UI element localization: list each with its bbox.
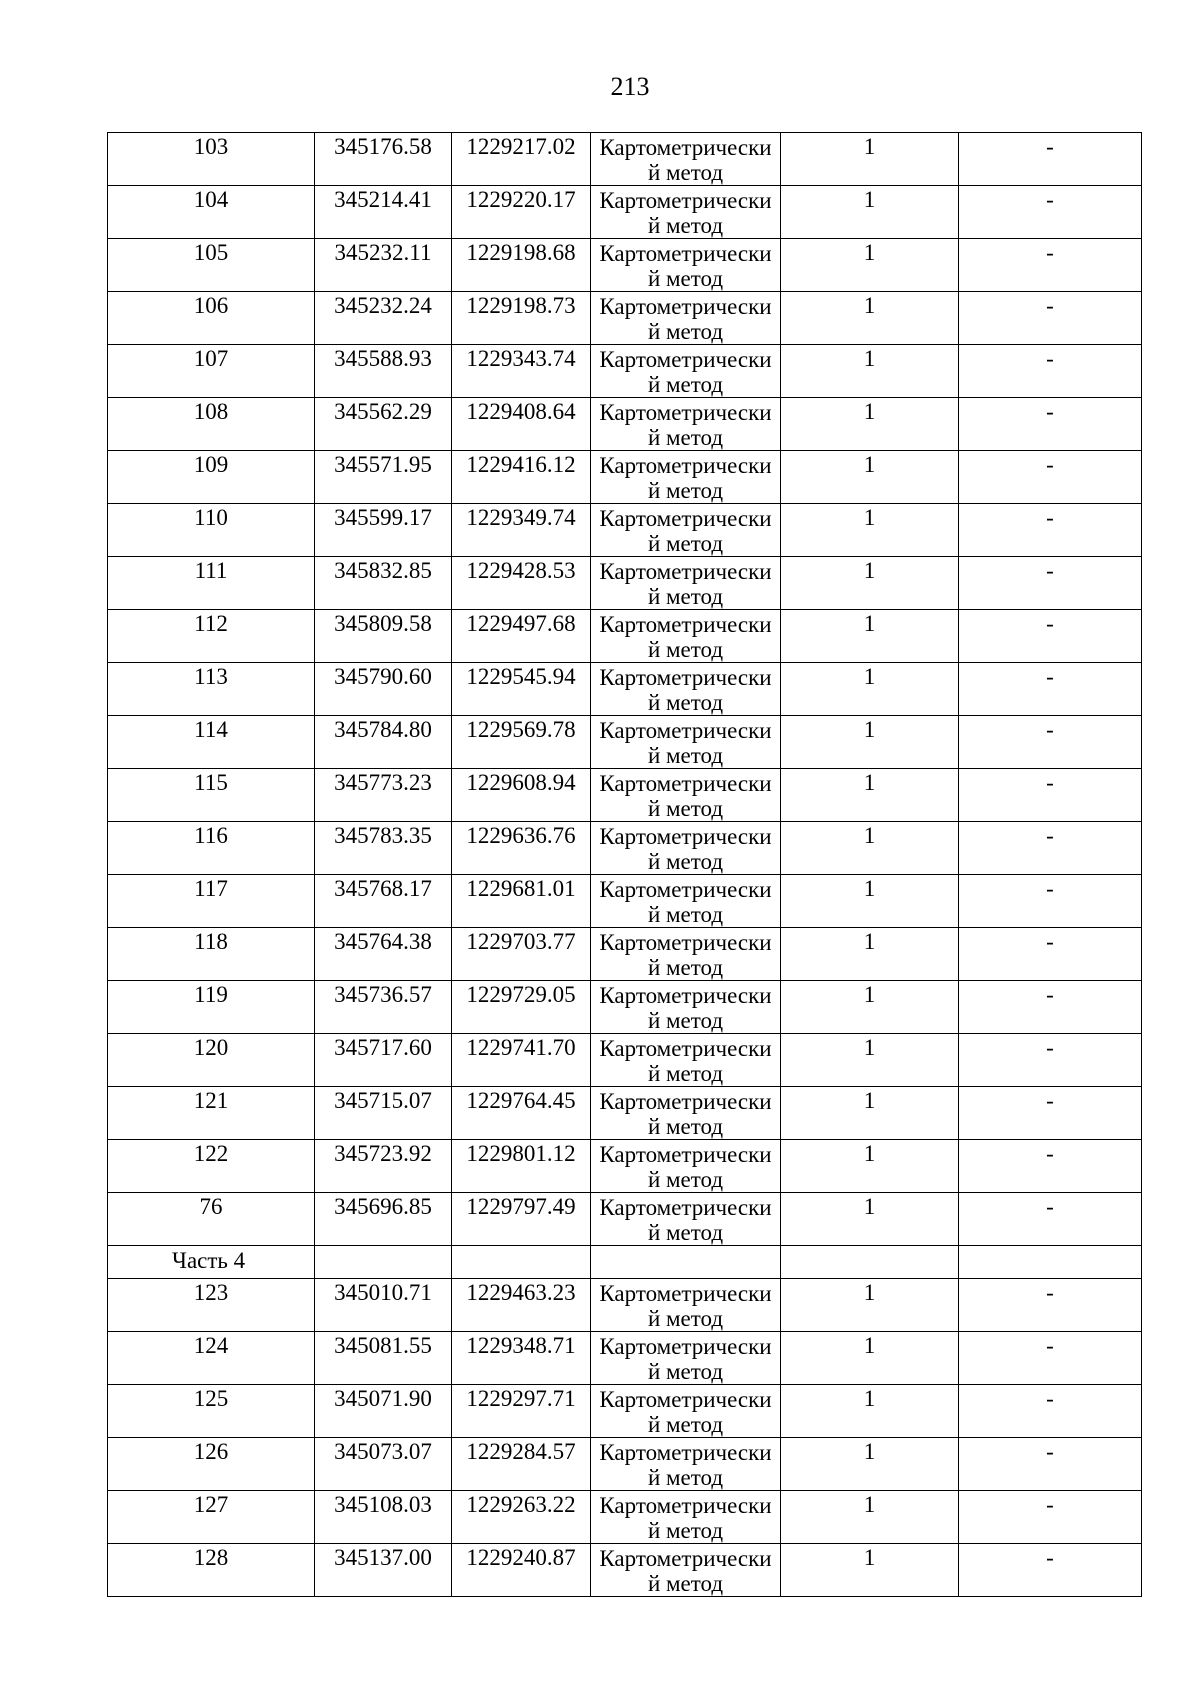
table-row xyxy=(108,1332,1142,1385)
method-text: Картометрически й метод xyxy=(599,612,772,662)
y-coordinate-cell: 1229801.12 xyxy=(452,1140,591,1193)
empty-cell xyxy=(315,1246,452,1279)
empty-cell xyxy=(959,1246,1142,1279)
x-coordinate-cell: 345176.58 xyxy=(315,133,452,186)
accuracy-cell: 1 xyxy=(781,1279,959,1332)
page-number: 213 xyxy=(610,72,650,101)
point-number-cell: 108 xyxy=(108,398,315,451)
method-text: Картометрически й метод xyxy=(599,188,772,238)
point-number-cell: 76 xyxy=(108,1193,315,1246)
note-cell: - xyxy=(959,557,1142,610)
method-cell xyxy=(591,663,781,716)
method-cell xyxy=(591,822,781,875)
table-row xyxy=(108,186,1142,239)
note-cell: - xyxy=(959,292,1142,345)
point-number-cell: 112 xyxy=(108,610,315,663)
y-coordinate-cell: 1229497.68 xyxy=(452,610,591,663)
point-number-cell: 125 xyxy=(108,1385,315,1438)
coordinates-table xyxy=(107,132,1142,1597)
point-number-cell: 109 xyxy=(108,451,315,504)
x-coordinate-cell: 345108.03 xyxy=(315,1491,452,1544)
accuracy-cell: 1 xyxy=(781,981,959,1034)
accuracy-cell: 1 xyxy=(781,1034,959,1087)
note-cell: - xyxy=(959,1087,1142,1140)
x-coordinate-cell: 345232.11 xyxy=(315,239,452,292)
method-cell xyxy=(591,981,781,1034)
x-coordinate-cell: 345071.90 xyxy=(315,1385,452,1438)
method-text: Картометрически й метод xyxy=(599,718,772,768)
method-text: Картометрически й метод xyxy=(599,983,772,1033)
y-coordinate-cell: 1229428.53 xyxy=(452,557,591,610)
y-coordinate-cell: 1229463.23 xyxy=(452,1279,591,1332)
accuracy-cell: 1 xyxy=(781,239,959,292)
table-row xyxy=(108,822,1142,875)
method-cell xyxy=(591,398,781,451)
method-cell xyxy=(591,769,781,822)
accuracy-cell: 1 xyxy=(781,1193,959,1246)
table-row xyxy=(108,981,1142,1034)
point-number-cell: 127 xyxy=(108,1491,315,1544)
method-cell xyxy=(591,133,781,186)
y-coordinate-cell: 1229198.68 xyxy=(452,239,591,292)
method-cell xyxy=(591,1087,781,1140)
point-number-cell: 124 xyxy=(108,1332,315,1385)
accuracy-cell: 1 xyxy=(781,822,959,875)
method-text: Картометрически й метод xyxy=(599,1142,772,1192)
x-coordinate-cell: 345599.17 xyxy=(315,504,452,557)
table-row xyxy=(108,1385,1142,1438)
note-cell: - xyxy=(959,133,1142,186)
y-coordinate-cell: 1229764.45 xyxy=(452,1087,591,1140)
x-coordinate-cell: 345588.93 xyxy=(315,345,452,398)
y-coordinate-cell: 1229416.12 xyxy=(452,451,591,504)
part-heading-row xyxy=(108,1246,1142,1279)
y-coordinate-cell: 1229408.64 xyxy=(452,398,591,451)
note-cell: - xyxy=(959,186,1142,239)
method-cell xyxy=(591,1034,781,1087)
accuracy-cell: 1 xyxy=(781,345,959,398)
accuracy-cell: 1 xyxy=(781,398,959,451)
coordinates-table-body xyxy=(108,133,1142,1597)
y-coordinate-cell: 1229608.94 xyxy=(452,769,591,822)
note-cell: - xyxy=(959,769,1142,822)
y-coordinate-cell: 1229349.74 xyxy=(452,504,591,557)
point-number-cell: 103 xyxy=(108,133,315,186)
method-cell xyxy=(591,610,781,663)
x-coordinate-cell: 345717.60 xyxy=(315,1034,452,1087)
method-cell xyxy=(591,504,781,557)
x-coordinate-cell: 345784.80 xyxy=(315,716,452,769)
table-row xyxy=(108,292,1142,345)
accuracy-cell: 1 xyxy=(781,928,959,981)
note-cell: - xyxy=(959,1491,1142,1544)
note-cell: - xyxy=(959,398,1142,451)
part-heading-label: Часть 4 xyxy=(108,1246,315,1279)
method-text: Картометрически й метод xyxy=(599,1387,772,1437)
empty-cell xyxy=(781,1246,959,1279)
accuracy-cell: 1 xyxy=(781,186,959,239)
accuracy-cell: 1 xyxy=(781,1438,959,1491)
y-coordinate-cell: 1229217.02 xyxy=(452,133,591,186)
method-cell xyxy=(591,1332,781,1385)
table-row xyxy=(108,133,1142,186)
accuracy-cell: 1 xyxy=(781,1140,959,1193)
method-text: Картометрически й метод xyxy=(599,1440,772,1490)
point-number-cell: 123 xyxy=(108,1279,315,1332)
y-coordinate-cell: 1229636.76 xyxy=(452,822,591,875)
method-text: Картометрически й метод xyxy=(599,347,772,397)
note-cell: - xyxy=(959,1332,1142,1385)
point-number-cell: 120 xyxy=(108,1034,315,1087)
note-cell: - xyxy=(959,716,1142,769)
note-cell: - xyxy=(959,1279,1142,1332)
note-cell: - xyxy=(959,1385,1142,1438)
method-text: Картометрически й метод xyxy=(599,665,772,715)
table-row xyxy=(108,1087,1142,1140)
table-row xyxy=(108,1193,1142,1246)
note-cell: - xyxy=(959,504,1142,557)
table-row xyxy=(108,557,1142,610)
table-row xyxy=(108,345,1142,398)
table-row xyxy=(108,239,1142,292)
point-number-cell: 111 xyxy=(108,557,315,610)
accuracy-cell: 1 xyxy=(781,557,959,610)
x-coordinate-cell: 345562.29 xyxy=(315,398,452,451)
note-cell: - xyxy=(959,822,1142,875)
method-cell xyxy=(591,928,781,981)
note-cell: - xyxy=(959,451,1142,504)
point-number-cell: 113 xyxy=(108,663,315,716)
y-coordinate-cell: 1229703.77 xyxy=(452,928,591,981)
x-coordinate-cell: 345768.17 xyxy=(315,875,452,928)
x-coordinate-cell: 345214.41 xyxy=(315,186,452,239)
table-row xyxy=(108,769,1142,822)
accuracy-cell: 1 xyxy=(781,1087,959,1140)
method-text: Картометрически й метод xyxy=(599,1493,772,1543)
note-cell: - xyxy=(959,610,1142,663)
note-cell: - xyxy=(959,1140,1142,1193)
method-text: Картометрически й метод xyxy=(599,1036,772,1086)
point-number-cell: 128 xyxy=(108,1544,315,1597)
method-cell xyxy=(591,557,781,610)
point-number-cell: 118 xyxy=(108,928,315,981)
x-coordinate-cell: 345137.00 xyxy=(315,1544,452,1597)
y-coordinate-cell: 1229797.49 xyxy=(452,1193,591,1246)
table-row xyxy=(108,1034,1142,1087)
method-text: Картометрически й метод xyxy=(599,400,772,450)
note-cell: - xyxy=(959,1034,1142,1087)
point-number-cell: 122 xyxy=(108,1140,315,1193)
method-cell xyxy=(591,1279,781,1332)
empty-cell xyxy=(591,1246,781,1279)
x-coordinate-cell: 345773.23 xyxy=(315,769,452,822)
note-cell: - xyxy=(959,1438,1142,1491)
x-coordinate-cell: 345783.35 xyxy=(315,822,452,875)
y-coordinate-cell: 1229348.71 xyxy=(452,1332,591,1385)
method-cell xyxy=(591,186,781,239)
point-number-cell: 117 xyxy=(108,875,315,928)
y-coordinate-cell: 1229343.74 xyxy=(452,345,591,398)
y-coordinate-cell: 1229240.87 xyxy=(452,1544,591,1597)
table-row xyxy=(108,663,1142,716)
table-row xyxy=(108,610,1142,663)
x-coordinate-cell: 345081.55 xyxy=(315,1332,452,1385)
x-coordinate-cell: 345715.07 xyxy=(315,1087,452,1140)
accuracy-cell: 1 xyxy=(781,875,959,928)
method-text: Картометрически й метод xyxy=(599,294,772,344)
method-text: Картометрически й метод xyxy=(599,877,772,927)
point-number-cell: 115 xyxy=(108,769,315,822)
point-number-cell: 114 xyxy=(108,716,315,769)
table-row xyxy=(108,1279,1142,1332)
method-text: Картометрически й метод xyxy=(599,930,772,980)
x-coordinate-cell: 345790.60 xyxy=(315,663,452,716)
point-number-cell: 105 xyxy=(108,239,315,292)
point-number-cell: 126 xyxy=(108,1438,315,1491)
y-coordinate-cell: 1229297.71 xyxy=(452,1385,591,1438)
method-text: Картометрически й метод xyxy=(599,506,772,556)
method-text: Картометрически й метод xyxy=(599,1546,772,1596)
method-text: Картометрически й метод xyxy=(599,559,772,609)
point-number-cell: 106 xyxy=(108,292,315,345)
method-cell xyxy=(591,1491,781,1544)
point-number-cell: 107 xyxy=(108,345,315,398)
method-text: Картометрически й метод xyxy=(599,1195,772,1245)
point-number-cell: 104 xyxy=(108,186,315,239)
accuracy-cell: 1 xyxy=(781,292,959,345)
note-cell: - xyxy=(959,1193,1142,1246)
x-coordinate-cell: 345723.92 xyxy=(315,1140,452,1193)
accuracy-cell: 1 xyxy=(781,1544,959,1597)
method-cell xyxy=(591,1438,781,1491)
y-coordinate-cell: 1229681.01 xyxy=(452,875,591,928)
accuracy-cell: 1 xyxy=(781,1491,959,1544)
table-row xyxy=(108,451,1142,504)
x-coordinate-cell: 345010.71 xyxy=(315,1279,452,1332)
accuracy-cell: 1 xyxy=(781,133,959,186)
method-text: Картометрически й метод xyxy=(599,771,772,821)
x-coordinate-cell: 345736.57 xyxy=(315,981,452,1034)
table-row xyxy=(108,1140,1142,1193)
y-coordinate-cell: 1229569.78 xyxy=(452,716,591,769)
y-coordinate-cell: 1229284.57 xyxy=(452,1438,591,1491)
y-coordinate-cell: 1229741.70 xyxy=(452,1034,591,1087)
note-cell: - xyxy=(959,663,1142,716)
point-number-cell: 119 xyxy=(108,981,315,1034)
method-text: Картометрически й метод xyxy=(599,1281,772,1331)
x-coordinate-cell: 345073.07 xyxy=(315,1438,452,1491)
x-coordinate-cell: 345809.58 xyxy=(315,610,452,663)
table-row xyxy=(108,504,1142,557)
method-cell xyxy=(591,1193,781,1246)
method-cell xyxy=(591,875,781,928)
x-coordinate-cell: 345764.38 xyxy=(315,928,452,981)
accuracy-cell: 1 xyxy=(781,451,959,504)
note-cell: - xyxy=(959,875,1142,928)
note-cell: - xyxy=(959,1544,1142,1597)
method-cell xyxy=(591,345,781,398)
accuracy-cell: 1 xyxy=(781,1332,959,1385)
accuracy-cell: 1 xyxy=(781,769,959,822)
note-cell: - xyxy=(959,928,1142,981)
accuracy-cell: 1 xyxy=(781,1385,959,1438)
note-cell: - xyxy=(959,981,1142,1034)
table-row xyxy=(108,1491,1142,1544)
method-cell xyxy=(591,292,781,345)
method-cell xyxy=(591,239,781,292)
method-cell xyxy=(591,1140,781,1193)
table-row xyxy=(108,875,1142,928)
table-row xyxy=(108,1438,1142,1491)
note-cell: - xyxy=(959,345,1142,398)
empty-cell xyxy=(452,1246,591,1279)
y-coordinate-cell: 1229263.22 xyxy=(452,1491,591,1544)
method-text: Картометрически й метод xyxy=(599,1334,772,1384)
note-cell: - xyxy=(959,239,1142,292)
y-coordinate-cell: 1229220.17 xyxy=(452,186,591,239)
method-text: Картометрически й метод xyxy=(599,135,772,185)
method-text: Картометрически й метод xyxy=(599,241,772,291)
accuracy-cell: 1 xyxy=(781,610,959,663)
method-text: Картометрически й метод xyxy=(599,824,772,874)
point-number-cell: 121 xyxy=(108,1087,315,1140)
method-cell xyxy=(591,1385,781,1438)
table-row xyxy=(108,398,1142,451)
x-coordinate-cell: 345696.85 xyxy=(315,1193,452,1246)
accuracy-cell: 1 xyxy=(781,504,959,557)
table-row xyxy=(108,716,1142,769)
method-cell xyxy=(591,1544,781,1597)
accuracy-cell: 1 xyxy=(781,716,959,769)
point-number-cell: 110 xyxy=(108,504,315,557)
x-coordinate-cell: 345832.85 xyxy=(315,557,452,610)
point-number-cell: 116 xyxy=(108,822,315,875)
y-coordinate-cell: 1229729.05 xyxy=(452,981,591,1034)
method-cell xyxy=(591,451,781,504)
method-text: Картометрически й метод xyxy=(599,1089,772,1139)
x-coordinate-cell: 345232.24 xyxy=(315,292,452,345)
y-coordinate-cell: 1229545.94 xyxy=(452,663,591,716)
accuracy-cell: 1 xyxy=(781,663,959,716)
table-row xyxy=(108,1544,1142,1597)
y-coordinate-cell: 1229198.73 xyxy=(452,292,591,345)
method-text: Картометрически й метод xyxy=(599,453,772,503)
x-coordinate-cell: 345571.95 xyxy=(315,451,452,504)
table-row xyxy=(108,928,1142,981)
method-cell xyxy=(591,716,781,769)
